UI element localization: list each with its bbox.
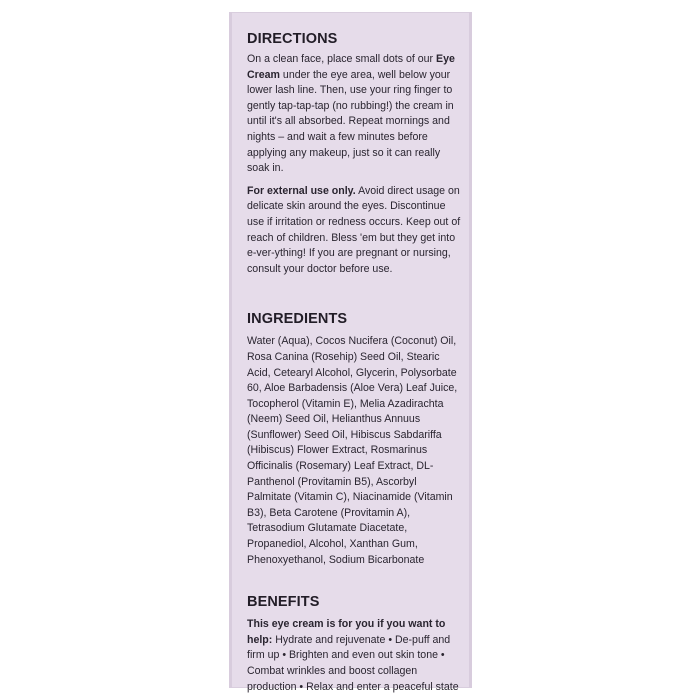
product-box-side-panel (229, 12, 472, 693)
panel-left-edge (229, 12, 232, 688)
benefits-heading: BENEFITS (247, 594, 320, 611)
ingredients-list: Water (Aqua), Cocos Nucifera (Coconut) Oil, Rosa Canina (Rosehip) Seed Oil, Stearic Acid, Cetearyl Alcohol, Glycerin, Polysorbate 60, Aloe Barbadensis (Aloe Vera) Leaf Juice, Tocopherol (Vitamin E), Melia Azadirachta (Neem) Seed Oil, Helianthus Annuus (Sunflower) Seed Oil, Hibiscus Sabdariffa (Hibiscus) Flower Extract, Rosmarinus Officinalis (Rosemary) Leaf Extract, DL-Panthenol (Provitamin B5), Ascorbyl Palmitate (Vitamin C), Niacinamide (Vitamin B3), Beta Carotene (Provitamin A), Tetrasodium Glutamate Diacetate, Propanediol, Alcohol, Xanthan Gum, Phenoxyethanol, Sodium Bicarbonate (247, 335, 458, 566)
ingredients-heading: INGREDIENTS (247, 311, 348, 328)
directions-text-end: under the eye area, well below your lower lash line. Then, use your ring finger to gently tap-tap-tap (no rubbing!) the cream in until it's all absorbed. Repeat mornings and nights – and wait a few minutes before applying any makeup, just so it can really soak in. (247, 68, 454, 175)
benefits-paragraph (247, 617, 461, 695)
directions-heading: DIRECTIONS (247, 31, 338, 47)
warning-text: Avoid direct usage on delicate skin around the eyes. Discontinue use if irritation or redness occurs. Keep out of reach of children. Bless 'em but they get into e-ver-ything! If you are pregnant or nursing, consult your doctor before use. (247, 184, 461, 275)
directions-paragraph (247, 52, 461, 177)
panel-right-edge (469, 12, 472, 688)
directions-text-start: On a clean face, place small dots of our (247, 53, 437, 65)
warning-paragraph (247, 184, 461, 278)
benefits-lead: This eye cream is for you if you want to help: (247, 618, 446, 646)
benefits-text: Hydrate and rejuvenate • De-puff and firm up • Brighten and even out skin tone • Combat wrinkles and boost collagen production • Relax and enter a peaceful state (247, 633, 459, 693)
label-content (247, 30, 461, 695)
warning-lead: For external use only. (247, 184, 356, 197)
product-name: Eye Cream (247, 53, 455, 81)
